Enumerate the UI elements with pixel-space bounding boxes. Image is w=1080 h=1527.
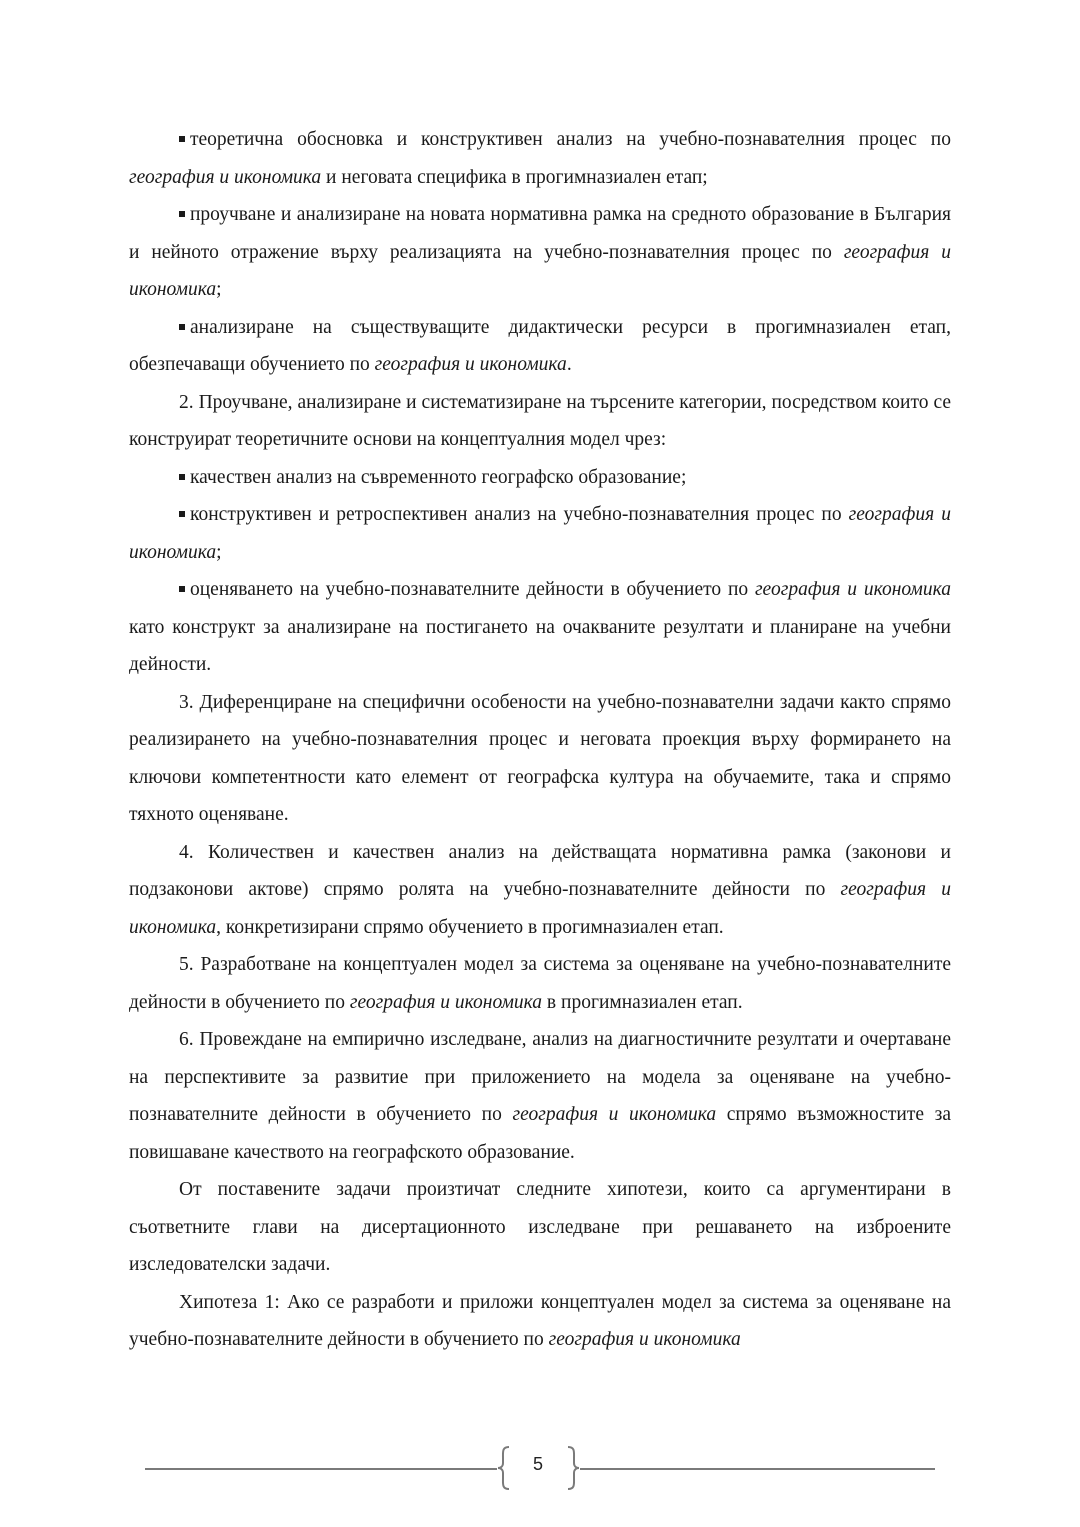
square-bullet-icon xyxy=(179,324,185,330)
bullet-paragraph xyxy=(129,196,951,309)
italic-term: география и икономика xyxy=(349,991,543,1013)
text-run: оценяването на учебно-познавателните дейности в обучението по xyxy=(190,579,755,600)
footer-rule-right xyxy=(580,1468,935,1470)
text-run: 5. Разработване на концептуален модел за система за оценяване на учебно-познавателните дейности в обучението по xyxy=(129,954,951,1013)
right-brace-icon xyxy=(566,1446,580,1490)
text-run: . xyxy=(566,354,572,375)
text-run: 2. Проучване, анализиране и систематизиране на търсените категории, посредством които се конструират теоретичните основи на концептуалния модел чрез: xyxy=(129,391,951,450)
text-run: спрямо възможностите за повишаване качеството на географското образование. xyxy=(129,1104,952,1163)
bullet-paragraph xyxy=(129,121,951,196)
text-run: Хипотеза 1: Ако се разработи и приложи концептуален модел за система за оценяване на учебно-познавателните дейности в обучението по xyxy=(129,1291,951,1350)
bullet-paragraph xyxy=(129,571,951,684)
text-run: проучване и анализиране на новата нормативна рамка на средното образование в България и нейното отражение върху реализацията на учебно-познавателния процес по xyxy=(129,204,951,263)
square-bullet-icon xyxy=(179,211,185,217)
text-run: От поставените задачи произтичат следните хипотези, които са аргументирани в съответните глави на дисертационното изследване при решаването на изброените изследователски задачи. xyxy=(129,1179,951,1275)
italic-term: география и икономика xyxy=(512,1104,717,1125)
italic-term: география и икономика xyxy=(129,504,951,563)
text-run: ; xyxy=(216,541,222,563)
text-run: като конструкт за анализиране на постигането на очакваните резултати и планиране на учебни дейности. xyxy=(129,616,951,675)
bullet-paragraph xyxy=(129,459,951,497)
text-run: , конкретизирани спрямо обучението в прогимназиален етап. xyxy=(216,916,724,938)
square-bullet-icon xyxy=(179,511,185,517)
document-body xyxy=(129,121,951,1359)
footer-rule-left xyxy=(145,1468,497,1470)
square-bullet-icon xyxy=(179,586,185,592)
paragraph xyxy=(129,384,951,459)
text-run: качествен анализ на съвременното географско образование; xyxy=(190,466,687,488)
italic-term: география и икономика xyxy=(374,354,567,375)
text-run: конструктивен и ретроспективен анализ на учебно-познавателния процес по xyxy=(190,504,849,525)
text-run: и неговата специфика в прогимназиален етап; xyxy=(321,166,708,188)
paragraph xyxy=(129,834,951,947)
paragraph xyxy=(129,946,951,1021)
text-run: в прогимназиален етап. xyxy=(542,991,743,1013)
paragraph xyxy=(129,1171,951,1284)
italic-term: география и икономика xyxy=(129,241,951,300)
text-run: 4. Количествен и качествен анализ на действащата нормативна рамка (законови и подзаконови актове) спрямо ролята на учебно-познавателните дейности по xyxy=(129,841,951,900)
bullet-paragraph xyxy=(129,496,951,571)
italic-term: география и икономика xyxy=(548,1329,741,1350)
paragraph xyxy=(129,1021,951,1171)
paragraph xyxy=(129,684,951,834)
text-run: 6. Провеждане на емпирично изследване, анализ на диагностичните резултати и очертаване на перспективите за развитие при приложението на модела за оценяване на учебно-познавателните дейности в обучението по xyxy=(129,1029,951,1125)
italic-term: география и икономика xyxy=(129,166,322,188)
page-footer xyxy=(145,1446,935,1490)
text-run: теоретична обосновка и конструктивен анализ на учебно-познавателния процес по xyxy=(190,129,951,150)
square-bullet-icon xyxy=(179,136,185,142)
paragraph xyxy=(129,1284,951,1359)
page-number: 5 xyxy=(532,1454,543,1474)
square-bullet-icon xyxy=(179,474,185,480)
text-run: ; xyxy=(216,279,222,300)
bullet-paragraph xyxy=(129,309,951,384)
text-run: анализиране на съществуващите дидактически ресурси в прогимназиален етап, обезпечаващи обучението по xyxy=(129,316,951,375)
text-run: 3. Диференциране на специфични особености на учебно-познавателни задачи както спрямо реализирането на учебно-познавателния процес и неговата проекция върху формирането на ключови компетентности като елемент от географска култура на обучаемите, така и спрямо тяхното оценяване. xyxy=(129,691,951,825)
italic-term: география и икономика xyxy=(754,579,951,600)
italic-term: география и икономика xyxy=(129,879,951,938)
